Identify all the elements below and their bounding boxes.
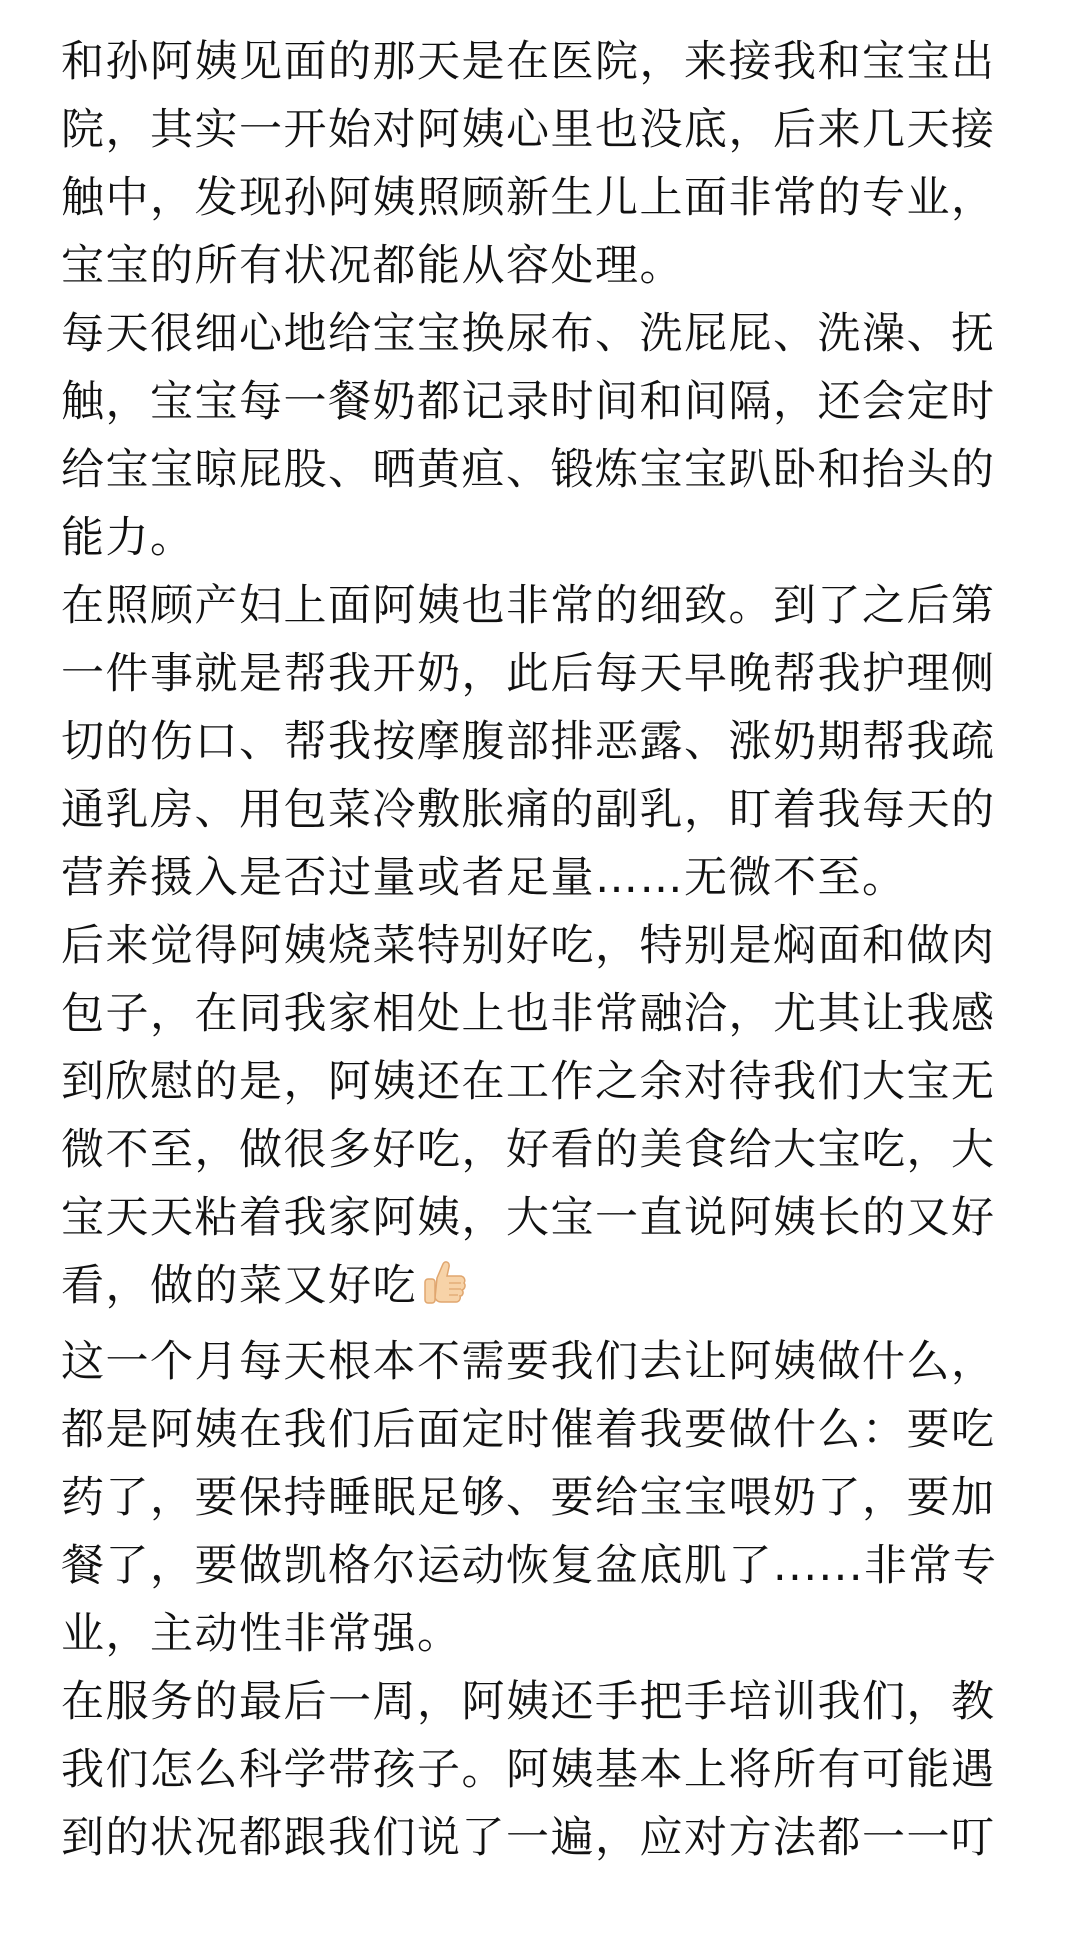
paragraph-6 — [61, 1668, 1011, 1872]
text-line: 到欣慰的是，阿姨还在工作之余对待我们大宝无 — [61, 1057, 996, 1107]
text-line-with-emoji — [61, 1252, 1011, 1328]
text-line: 业，主动性非常强。 — [61, 1609, 462, 1659]
paragraph-4 — [61, 912, 1011, 1328]
text-line: 在照顾产妇上面阿姨也非常的细致。到了之后第 — [61, 581, 996, 631]
text-line: 微不至，做很多好吃，好看的美食给大宝吃，大 — [61, 1125, 996, 1175]
text-line: 在服务的最后一周，阿姨还手把手培训我们，教 — [61, 1677, 996, 1727]
text-line: 宝天天粘着我家阿姨，大宝一直说阿姨长的又好 — [61, 1193, 996, 1243]
paragraph-1 — [61, 28, 1011, 300]
text-line: 通乳房、用包菜冷敷胀痛的副乳，盯着我每天的 — [61, 785, 996, 835]
text-line: 包子，在同我家相处上也非常融洽，尤其让我感 — [61, 989, 996, 1039]
text-line: 后来觉得阿姨烧菜特别好吃，特别是焖面和做肉 — [61, 921, 996, 971]
text-line: 药了，要保持睡眠足够、要给宝宝喂奶了，要加 — [61, 1473, 996, 1523]
thumbs-up-icon — [419, 1258, 469, 1328]
text-line: 一件事就是帮我开奶，此后每天早晚帮我护理侧 — [61, 649, 996, 699]
text-line: 切的伤口、帮我按摩腹部排恶露、涨奶期帮我疏 — [61, 717, 996, 767]
text-line: 给宝宝晾屁股、晒黄疸、锻炼宝宝趴卧和抬头的 — [61, 445, 996, 495]
paragraph-2 — [61, 300, 1011, 572]
text-line: 每天很细心地给宝宝换尿布、洗屁屁、洗澡、抚 — [61, 309, 996, 359]
text-line: 能力。 — [61, 513, 195, 563]
text-line: 到的状况都跟我们说了一遍，应对方法都一一叮 — [61, 1813, 996, 1863]
text-line-content: 看，做的菜又好吃 — [61, 1261, 417, 1311]
text-line: 院，其实一开始对阿姨心里也没底，后来几天接 — [61, 105, 996, 155]
text-line: 都是阿姨在我们后面定时催着我要做什么：要吃 — [61, 1405, 996, 1455]
text-line: 和孙阿姨见面的那天是在医院，来接我和宝宝出 — [61, 37, 996, 87]
paragraph-5 — [61, 1328, 1011, 1668]
text-line: 宝宝的所有状况都能从容处理。 — [61, 241, 684, 291]
bottom-fade — [0, 1929, 1080, 1951]
text-line: 触中，发现孙阿姨照顾新生儿上面非常的专业， — [61, 173, 996, 223]
text-line: 营养摄入是否过量或者足量……无微不至。 — [61, 853, 907, 903]
text-line: 我们怎么科学带孩子。阿姨基本上将所有可能遇 — [61, 1745, 996, 1795]
text-line: 餐了，要做凯格尔运动恢复盆底肌了......非常专 — [61, 1541, 998, 1591]
paragraph-3 — [61, 572, 1011, 912]
text-line: 触，宝宝每一餐奶都记录时间和间隔，还会定时 — [61, 377, 996, 427]
text-line: 这一个月每天根本不需要我们去让阿姨做什么， — [61, 1337, 996, 1387]
